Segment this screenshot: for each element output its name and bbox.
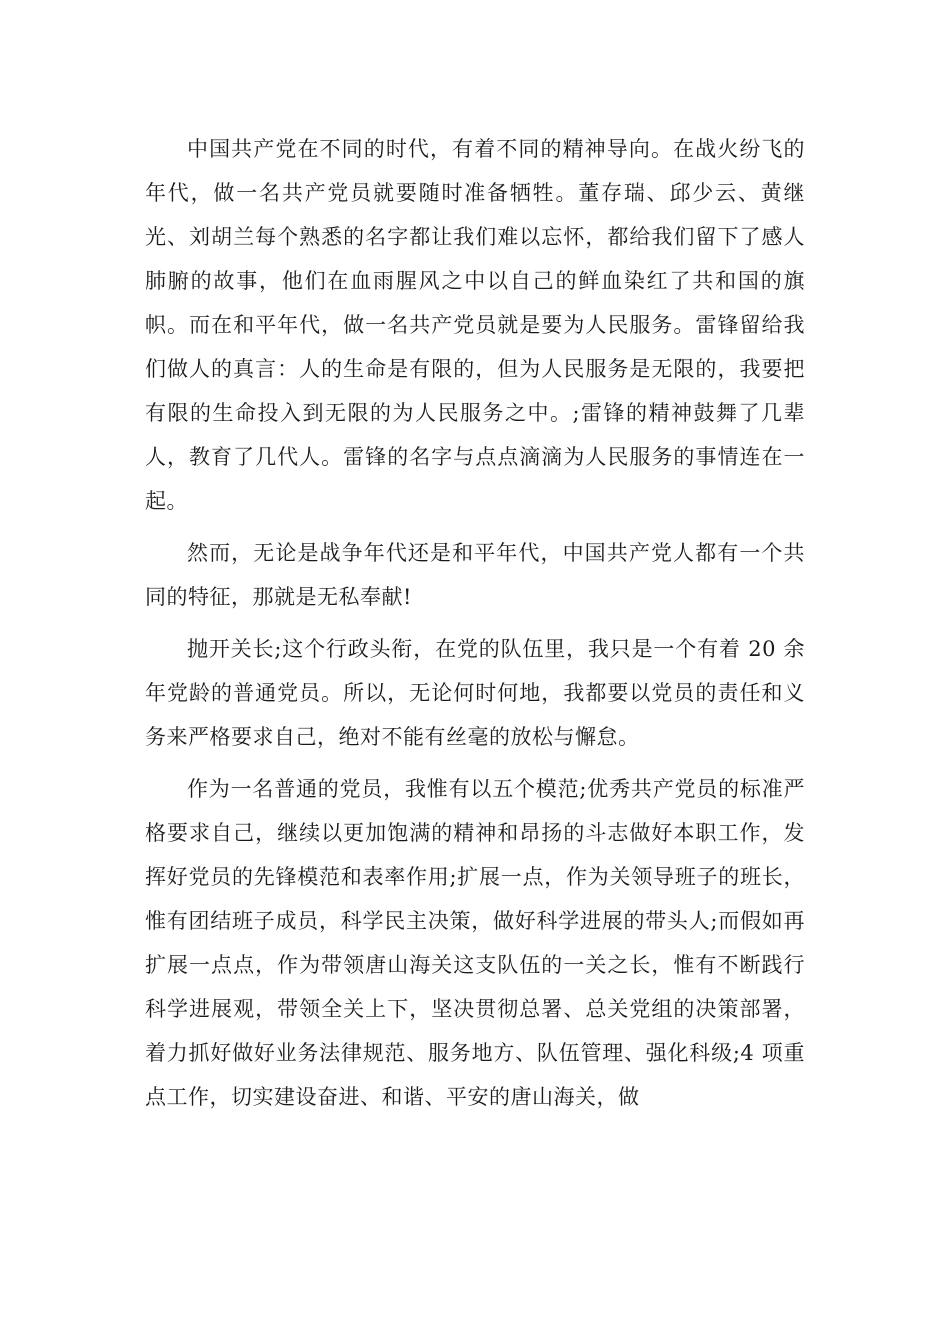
document-body [145, 127, 805, 1119]
paragraph-2: 然而，无论是战争年代还是和平年代，中国共产党人都有一个共同的特征，那就是无私奉献! [145, 541, 805, 609]
paragraph-1: 中国共产党在不同的时代，有着不同的精神导向。在战火纷飞的年代，做一名共产党员就要随时准备牺牲。董存瑞、邱少云、黄继光、刘胡兰每个熟悉的名字都让我们难以忘怀，都给我们留下了感人肺腑的故事，他们在血雨腥风之中以自己的鲜血染红了共和国的旗帜。而在和平年代，做一名共产党员就是要为人民服务。雷锋留给我们做人的真言：人的生命是有限的，但为人民服务是无限的，我要把有限的生命投入到无限的为人民服务之中。;雷锋的精神鼓舞了几辈人，教育了几代人。雷锋的名字与点点滴滴为人民服务的事情连在一起。 [145, 137, 805, 513]
paragraph-4: 作为一名普通的党员，我惟有以五个模范;优秀共产党员的标准严格要求自己，继续以更加饱满的精神和昂扬的斗志做好本职工作，发挥好党员的先锋模范和表率作用;扩展一点，作为关领导班子的班长，惟有团结班子成员，科学民主决策，做好科学进展的带头人;而假如再扩展一点点，作为带领唐山海关这支队伍的一关之长，惟有不断践行科学进展观，带领全关上下，坚决贯彻总署、总关党组的决策部署，着力抓好做好业务法律规范、服务地方、队伍管理、强化科级;4 项重点工作，切实建设奋进、和谐、平安的唐山海关，做 [145, 777, 805, 1109]
paragraph-3: 抛开关长;这个行政头衔，在党的队伍里，我只是一个有着 20 余年党龄的普通党员。所以，无论何时何地，我都要以党员的责任和义务来严格要求自己，绝对不能有丝毫的放松与懈怠。 [145, 637, 805, 749]
